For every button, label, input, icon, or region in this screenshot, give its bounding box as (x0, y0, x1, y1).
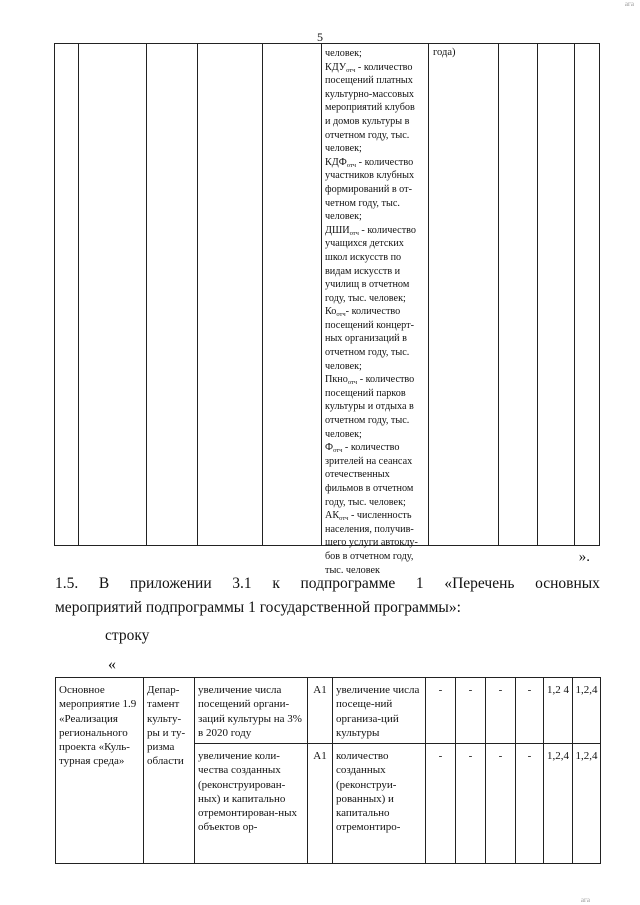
formula-line: посещений платных (325, 75, 413, 87)
value-cell: - (486, 678, 516, 744)
formula-line: человек; (325, 143, 362, 155)
value-cell: - (456, 678, 486, 744)
formula-line: ных организаций в (325, 333, 407, 345)
value-cell: - (516, 678, 544, 744)
code-cell: А1 (308, 678, 333, 744)
formula-line: $ДШИ_{отч}$ - количество (325, 224, 416, 237)
formula-line: формирований в от- (325, 183, 412, 195)
result-cell: увеличение коли-чества созданных (реконструирован-ных) и капитально отремонтирован-ных объектов ор- (195, 744, 308, 864)
table-row (56, 678, 601, 744)
paragraph-word: приложении (129, 575, 212, 592)
formula-line: шего услуги автоклу- (325, 537, 418, 549)
formula-line: и домов культуры в (325, 115, 410, 127)
amendment-paragraph-line2: мероприятий подпрограммы 1 государственной программы»: (55, 599, 461, 616)
goal-ref-cell: 1,2,4 (573, 678, 601, 744)
formula-line: человек; (325, 211, 362, 223)
value-cell: - (456, 744, 486, 864)
paragraph-word: основных (535, 575, 600, 592)
period-cell: года) (433, 47, 456, 58)
goal-ref-cell: 1,2,4 (544, 744, 573, 864)
formula-line: человек; (325, 428, 362, 440)
formula-line: отчетном году, тыс. (325, 129, 410, 141)
formula-line: участников клубных (325, 170, 415, 182)
formula-line: учащихся детских (325, 238, 404, 250)
formula-line: школ искусств по (325, 251, 402, 263)
paragraph-word: подпрограмме (300, 575, 396, 592)
formula-line: $АК_{отч}$ - численность (325, 510, 412, 523)
code-cell: А1 (308, 744, 333, 864)
result-cell: увеличение числа посещений органи-заций культуры на 3% в 2020 году (195, 678, 308, 744)
formula-line: $КДФ_{отч}$ - количество (325, 156, 414, 169)
department-cell: Депар-тамент культу-ры и ту-ризма области (144, 678, 195, 864)
corner-mark-bottom: ага (580, 896, 590, 904)
formula-line: посещений парков (325, 387, 406, 399)
formula-line: году, тыс. человек; (325, 496, 406, 508)
paragraph-word: к (272, 575, 280, 592)
formula-line: отчетном году, тыс. (325, 415, 410, 427)
formula-line: $КДУ_{отч}$ - количество (325, 61, 413, 74)
value-cell: - (516, 744, 544, 864)
formula-line: видам искусств и (325, 265, 401, 277)
formula-line: культурно-массовых (325, 88, 415, 100)
formula-line: $Ф_{отч}$ - количество (325, 442, 400, 455)
formula-line: человек; (325, 360, 362, 372)
formula-line: зрителей на сеансах (325, 455, 413, 467)
formula-line: отчетном году, тыс. (325, 347, 410, 359)
formula-line: фильмов в отчетном (325, 483, 414, 494)
formula-line: отечественных (325, 469, 390, 481)
formula-line: четном году, тыс. (325, 197, 400, 209)
value-cell: - (426, 744, 456, 864)
indicator-cell: увеличение числа посеще-ний организа-ций культуры (333, 678, 426, 744)
formula-line: мероприятий клубов (325, 102, 415, 114)
goal-ref-cell: 1,2 4 (544, 678, 573, 744)
amendment-paragraph-line3: строку (105, 627, 150, 644)
formula-line: бов в отчетном году, (325, 550, 414, 562)
formula-line: посещений концерт- (325, 319, 414, 331)
formula-line: тыс. человек (325, 564, 380, 576)
formula-line: населения, получив- (325, 523, 414, 535)
paragraph-word: 3.1 (232, 575, 252, 592)
formula-line: культуры и отдыха в (325, 401, 414, 413)
paragraph-word: «Перечень (444, 575, 515, 592)
formula-line: человек; (325, 48, 362, 59)
corner-mark-top: ага (624, 0, 634, 8)
goal-ref-cell: 1,2,4 (573, 744, 601, 864)
page-number: 5 (317, 30, 323, 44)
closing-quote: ». (578, 549, 590, 565)
formula-line: $Ко_{отч}-$ количество (325, 306, 401, 319)
formula-line: Пкно$_{отч}$ - количество (325, 374, 415, 387)
formula-line: училищ в отчетном (325, 279, 410, 291)
value-cell: - (426, 678, 456, 744)
indicator-cell: количество созданных (реконструи-рованных) и капитально отремонтиро- (333, 744, 426, 864)
paragraph-word: 1 (415, 575, 424, 592)
paragraph-word: В (98, 575, 110, 592)
paragraph-word: 1.5. (55, 575, 79, 592)
value-cell: - (486, 744, 516, 864)
activity-table (55, 677, 601, 864)
opening-quote: « (108, 656, 116, 673)
activity-name-cell: Основное мероприятие 1.9 «Реализация регионального проекта «Куль-турная среда» (56, 678, 144, 864)
formula-line: году, тыс. человек; (325, 292, 406, 304)
